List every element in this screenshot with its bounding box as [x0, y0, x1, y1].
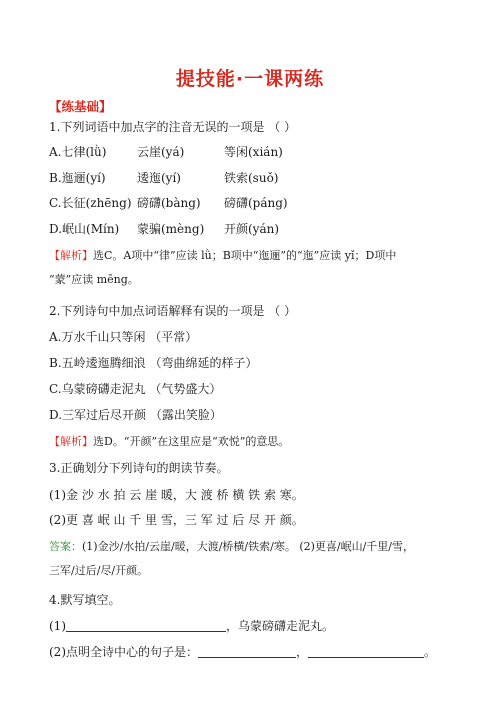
q1-option-b-3: 铁索(suǒ): [224, 171, 279, 185]
q2-option-d: D.三军过后尽开颜 （露出笑脸）: [49, 408, 222, 422]
q1-option-c-3: 磅礴(páng): [224, 196, 288, 210]
q3-answer: [49, 538, 414, 554]
q1-analysis: [49, 247, 396, 263]
analysis-tag: 【解析】: [49, 435, 93, 448]
q4-line2-end: 。: [424, 645, 437, 659]
q1-option-d-2: 蒙骗(mèng): [137, 222, 205, 236]
page-title: 提技能·一课两练: [175, 68, 325, 90]
q4-blank-2[interactable]: [198, 645, 296, 658]
q1-stem: 1.下列词语中加点字的注音无误的一项是 （ ）: [49, 120, 297, 134]
q1-option-c-2: 磅礴(bàng): [137, 196, 201, 210]
q1-analysis-line2: “蒙”应读 mēng。: [49, 273, 139, 286]
q4-line2-prefix: (2)点明全诗中心的句子是：: [49, 645, 198, 659]
q4-line1-prefix: (1): [49, 619, 66, 633]
q1-option-d-1: D.岷山(Mín): [49, 222, 120, 236]
q3-line-2: (2)更 喜 岷 山 千 里 雪，三 军 过 后 尽 开 颜。: [49, 513, 304, 527]
q3-line-1: (1)金 沙 水 拍 云 崖 暖，大 渡 桥 横 铁 索 寒。: [49, 488, 304, 502]
q1-option-a-1: A.七律(lǜ): [49, 145, 107, 159]
q2-stem: 2.下列诗句中加点词语解释有误的一项是 （ ）: [49, 304, 297, 318]
q1-option-d-3: 开颜(yán): [224, 222, 280, 236]
q2-option-b: B.五岭逶迤腾细浪 （弯曲绵延的样子）: [49, 356, 258, 370]
q2-option-c: C.乌蒙磅礴走泥丸 （气势盛大）: [49, 382, 222, 396]
q1-option-b-2: 逶迤(yí): [137, 171, 181, 185]
q4-blank-1[interactable]: [66, 619, 226, 632]
section-label: 【练基础】: [49, 99, 112, 114]
q3-stem: 3.正确划分下列诗句的朗读节奏。: [49, 461, 229, 475]
q1-option-c-1: C.长征(zhēng): [49, 196, 132, 210]
q4-line-2: [49, 643, 436, 660]
q2-option-a: A.万水千山只等闲 （平常）: [49, 330, 198, 344]
q4-stem: 4.默写填空。: [49, 593, 121, 607]
q2-analysis-text: 选D。“开颜”在这里应是“欢悦”的意思。: [93, 435, 290, 448]
q1-analysis-text: 选C。A项中“律”应读 lǜ；B项中“迤逦”的“迤”应读 yǐ；D项中: [93, 249, 397, 262]
q1-option-a-3: 等闲(xián): [224, 145, 283, 159]
q4-line2-sep: ，: [296, 645, 309, 659]
q2-analysis: [49, 433, 289, 449]
answer-tag: 答案：: [49, 540, 82, 553]
q4-blank-3[interactable]: [308, 645, 424, 658]
q1-option-b-1: B.迤逦(yí): [49, 171, 106, 185]
q4-line-1: [49, 617, 334, 634]
q1-option-a-2: 云崖(yá): [137, 145, 185, 159]
q3-answer-text: (1)金沙/水拍/云崖/暖，大渡/桥横/铁索/寒。 (2)更喜/岷山/千里/雪，: [82, 540, 415, 553]
q4-line1-suffix: ，乌蒙磅礴走泥丸。: [226, 619, 335, 633]
q3-answer-line2: 三军/过后/尽/开颜。: [49, 564, 149, 577]
analysis-tag: 【解析】: [49, 249, 93, 262]
